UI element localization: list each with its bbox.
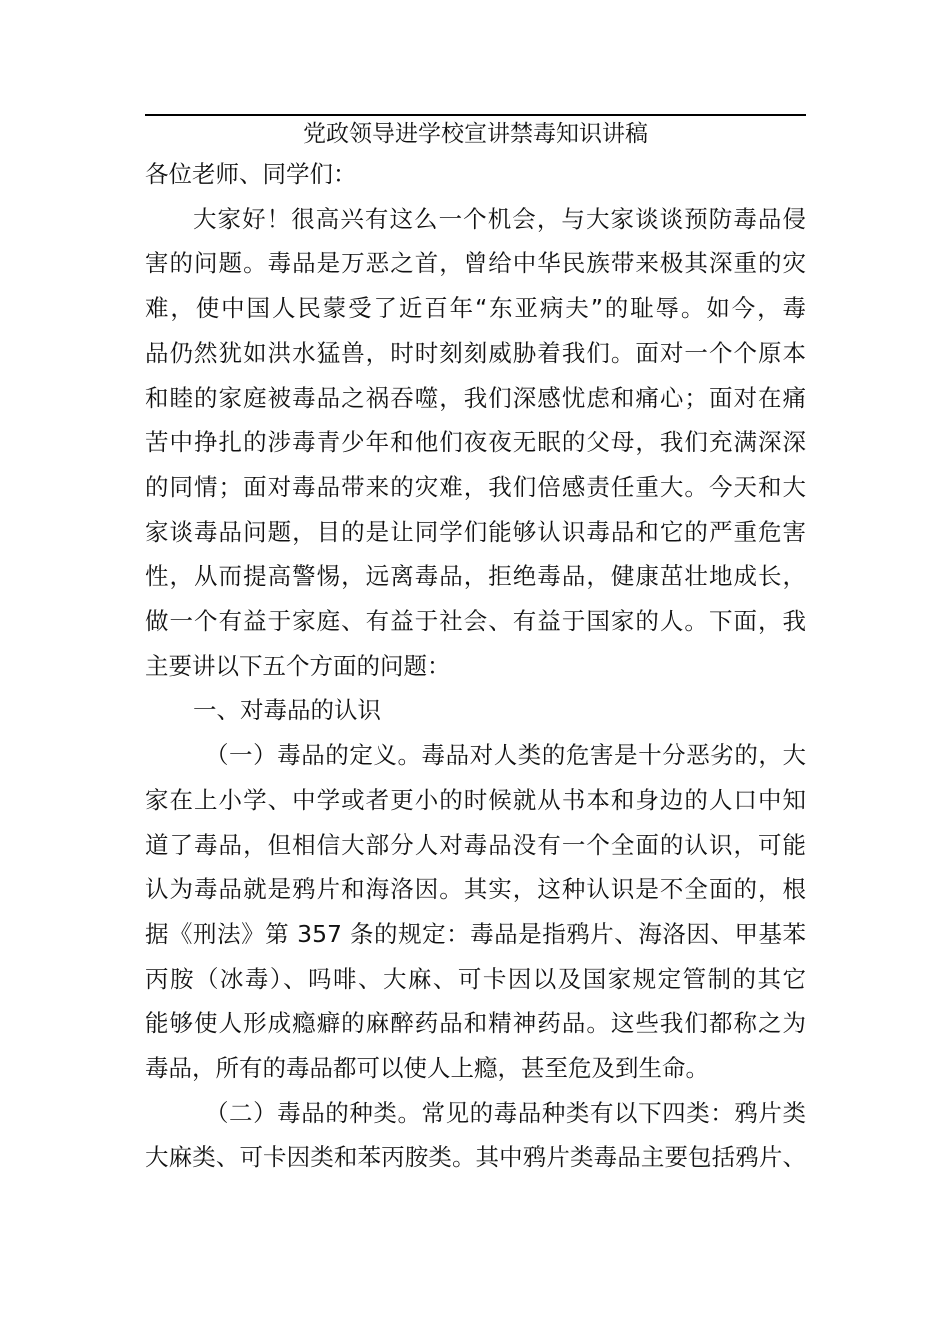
text-line: （二）毒品的种类。常见的毒品种类有以下四类：鸦片类: [205, 1098, 806, 1127]
text-line: 丙胺（冰毒）、吗啡、大麻、可卡因以及国家规定管制的其它: [145, 964, 806, 993]
document-title: 党政领导进学校宣讲禁毒知识讲稿: [303, 121, 648, 147]
text-line: 道了毒品，但相信大部分人对毒品没有一个全面的认识，可能: [145, 830, 806, 859]
text-line: 据《刑法》第 357 条的规定：毒品是指鸦片、海洛因、甲基苯: [145, 919, 806, 948]
text-line: 各位老师、同学们：: [145, 160, 357, 188]
text-line: 难，使中国人民蒙受了近百年“东亚病夫”的耻辱。如今，毒: [145, 294, 806, 323]
text-line: （一）毒品的定义。毒品对人类的危害是十分恶劣的，大: [205, 741, 806, 770]
header-rule: [145, 114, 806, 116]
text-line: 苦中挣扎的涉毒青少年和他们夜夜无眠的父母，我们充满深深: [145, 428, 806, 457]
text-line: 认为毒品就是鸦片和海洛因。其实，这种认识是不全面的，根: [145, 875, 806, 904]
text-line: 大家好！很高兴有这么一个机会，与大家谈谈预防毒品侵: [193, 204, 806, 233]
text-line: 家谈毒品问题，目的是让同学们能够认识毒品和它的严重危害: [145, 517, 806, 546]
text-line: 能够使人形成瘾癖的麻醉药品和精神药品。这些我们都称之为: [145, 1009, 806, 1038]
text-line: 的同情；面对毒品带来的灾难，我们倍感责任重大。今天和大: [145, 472, 806, 501]
text-line: 品仍然犹如洪水猛兽，时时刻刻威胁着我们。面对一个个原本: [145, 338, 806, 367]
text-line: 做一个有益于家庭、有益于社会、有益于国家的人。下面，我: [145, 607, 806, 635]
text-line: 一、对毒品的认识: [193, 696, 381, 725]
text-line: 大麻类、可卡因类和苯丙胺类。其中鸦片类毒品主要包括鸦片、: [145, 1143, 806, 1172]
text-line: 家在上小学、中学或者更小的时候就从书本和身边的人口中知: [145, 785, 806, 814]
text-line: 害的问题。毒品是万恶之首，曾给中华民族带来极其深重的灾: [145, 249, 806, 278]
text-line: 性，从而提高警惕，远离毒品，拒绝毒品，健康茁壮地成长，: [145, 562, 806, 591]
text-line: 主要讲以下五个方面的问题：: [145, 651, 451, 680]
text-line: 和睦的家庭被毒品之祸吞噬，我们深感忧虑和痛心；面对在痛: [145, 383, 806, 412]
text-line: 毒品，所有的毒品都可以使人上瘾，甚至危及到生命。: [145, 1054, 709, 1082]
